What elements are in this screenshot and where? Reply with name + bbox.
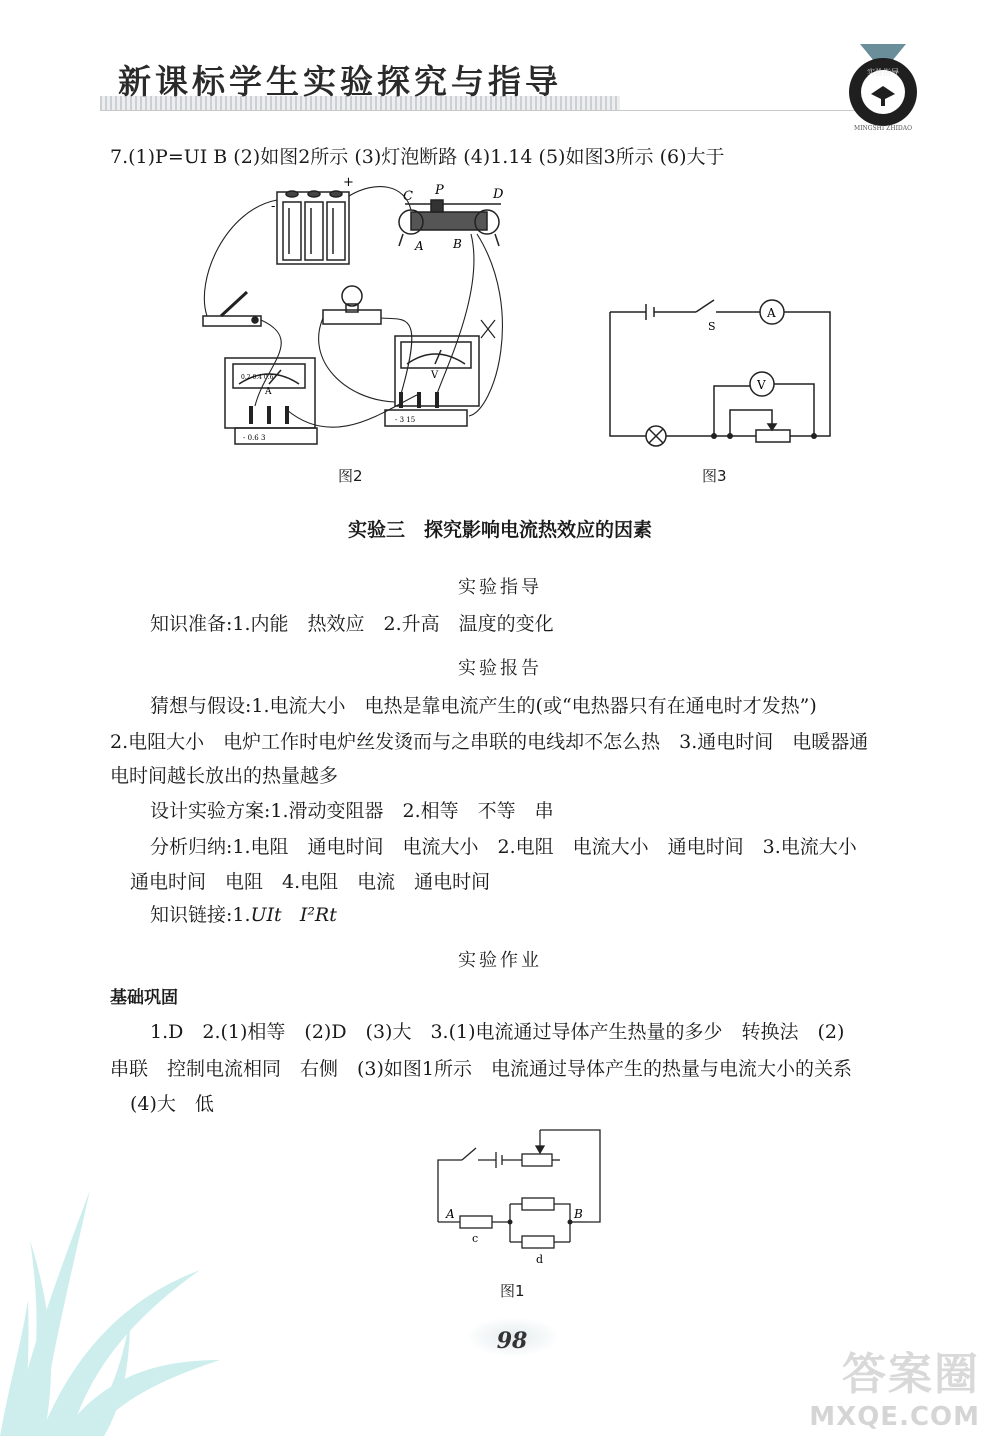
figure-3-ammeter-symbol: A xyxy=(767,306,776,320)
logo-subtext: MINGSHI ZHIDAO xyxy=(853,125,913,132)
formula-uit: UIt xyxy=(250,904,282,926)
guide-label: 实验指导 xyxy=(458,577,542,598)
figure-1-label-d: d xyxy=(536,1253,544,1266)
battery-plus-label: + xyxy=(343,175,354,190)
section-heading: 实验三 探究影响电流热效应的因素 xyxy=(347,519,652,541)
rheostat-label-d: D xyxy=(493,187,504,202)
basics-line-3: (4)大 低 xyxy=(130,1093,214,1115)
rheostat-label-p: P xyxy=(435,183,444,198)
grass-decoration xyxy=(0,1150,230,1436)
knowledge-links-prefix: 知识链接:1. xyxy=(150,904,251,926)
page-title: 新课标学生实验探究与指导 xyxy=(118,62,562,101)
battery-minus-label: - xyxy=(271,199,276,214)
report-label: 实验报告 xyxy=(458,658,542,679)
ammeter-terminal-labels: - 0.6 3 xyxy=(243,434,266,442)
knowledge-prep: 知识准备:1.内能 热效应 2.升高 温度的变化 xyxy=(150,613,554,635)
design-plan: 设计实验方案:1.滑动变阻器 2.相等 不等 串 xyxy=(150,800,554,822)
formula-i2rt: I²Rt xyxy=(299,904,337,926)
hypothesis-line-3: 电时间越长放出的热量越多 xyxy=(110,765,339,787)
watermark-url: MXQE.COM xyxy=(809,1402,980,1432)
cross-mark-icon xyxy=(481,320,495,338)
figure-1-circuit-diagram xyxy=(420,1120,620,1270)
figure-2-caption: 图2 xyxy=(338,467,363,485)
page-number: 98 xyxy=(496,1328,528,1354)
figure-3-caption: 图3 xyxy=(702,467,727,485)
voltmeter-terminal-labels: - 3 15 xyxy=(395,416,416,424)
watermark-logo: 答案圈 xyxy=(842,1349,980,1400)
knowledge-links xyxy=(150,897,960,933)
figure-1-caption: 图1 xyxy=(500,1282,525,1300)
figure-1-label-b: B xyxy=(574,1207,583,1221)
answer-7: 7.(1)P=UI B (2)如图2所示 (3)灯泡断路 (4)1.14 (5)如图3所示 (6)大于 xyxy=(110,146,725,168)
figure-3-switch-label: S xyxy=(708,320,716,333)
rheostat-label-a: A xyxy=(415,239,424,253)
ammeter-symbol: A xyxy=(265,387,272,397)
rheostat-label-b: B xyxy=(453,237,462,251)
basics-line-2: 串联 控制电流相同 右侧 (3)如图1所示 电流通过导体产生的热量与电流大小的关系 xyxy=(110,1058,853,1080)
basics-line-1: 1.D 2.(1)相等 (2)D (3)大 3.(1)电流通过导体产生热量的多少 转换法 (2) xyxy=(150,1021,845,1043)
series-logo xyxy=(838,42,928,132)
figure-2-wiring-illustration xyxy=(185,170,535,460)
hypothesis-line-1: 猜想与假设:1.电流大小 电热是靠电流产生的(或“电热器只有在通电时才发热”) xyxy=(150,695,817,717)
knife-switch xyxy=(203,292,261,326)
analysis-line-2: 通电时间 电阻 4.电阻 电流 通电时间 xyxy=(130,871,491,893)
figure-1-label-c: c xyxy=(472,1232,479,1245)
voltmeter xyxy=(385,336,479,426)
homework-label: 实验作业 xyxy=(458,950,542,971)
basics-label: 基础巩固 xyxy=(110,988,178,1008)
logo-text: 实验指导 xyxy=(867,68,899,77)
ammeter-scale: 0.2 0.4 0.6 xyxy=(241,374,274,381)
header-rule xyxy=(100,110,860,111)
hypothesis-line-2: 2.电阻大小 电炉工作时电炉丝发烫而与之串联的电线却不怎么热 3.通电时间 电暖器通 xyxy=(110,731,869,753)
voltmeter-symbol: V xyxy=(431,370,439,381)
analysis-line-1: 分析归纳:1.电阻 通电时间 电流大小 2.电阻 电流大小 通电时间 3.电流大小 xyxy=(150,836,857,858)
figure-1-label-a: A xyxy=(446,1207,455,1221)
battery-pack xyxy=(277,191,349,264)
rheostat-label-c: C xyxy=(403,189,413,204)
figure-3-voltmeter-symbol: V xyxy=(757,378,766,392)
lamp xyxy=(323,286,381,324)
figure-3-circuit-diagram xyxy=(600,290,840,450)
